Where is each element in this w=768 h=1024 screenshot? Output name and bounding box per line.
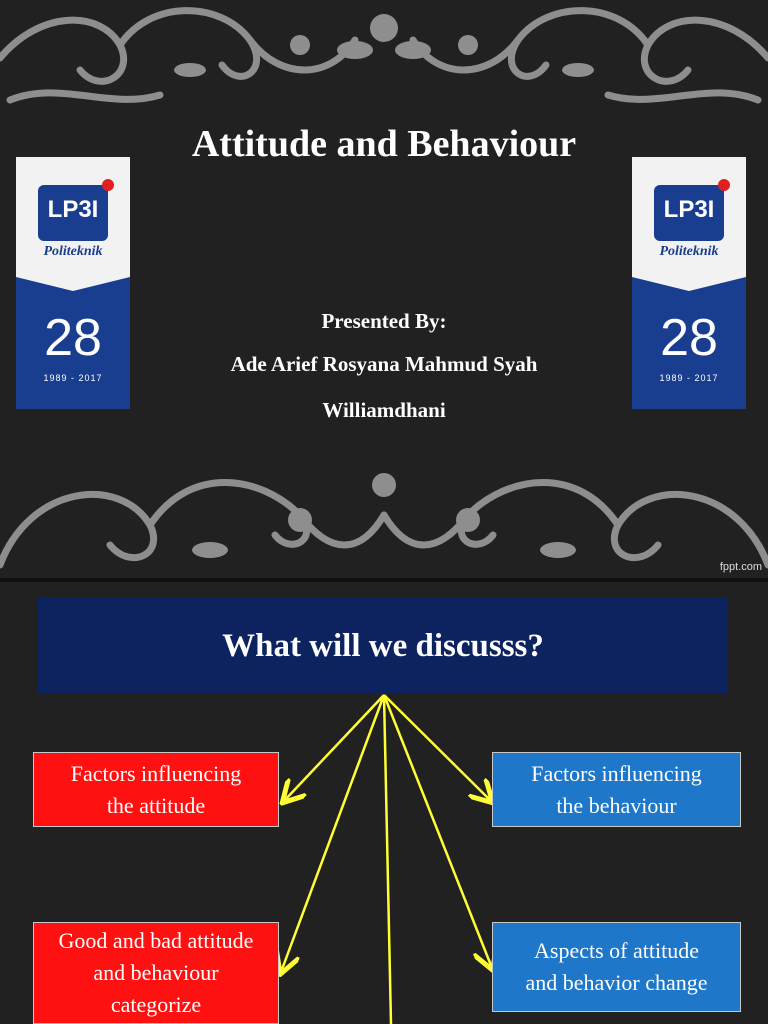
topic-box-2: Factors influencing the behaviour [492,752,741,827]
arrow-to-topic-2 [384,695,491,801]
arrow-to-topic-1 [284,695,384,801]
topic-box-4: Aspects of attitude and behavior change [492,922,741,1012]
slide-title: Attitude and Behaviour [191,123,577,165]
arrow-to-topic-4 [384,695,492,968]
topic-box-3: Good and bad attitude and behaviour categorize [33,922,279,1024]
presenter-name-2: Williamdhani [322,398,446,422]
arrow-to-topic-3 [281,695,384,972]
logo-right-brand: LP3I [663,196,715,223]
ornament-bottom [0,455,768,578]
heading-text: What will we discusss? [222,627,544,664]
logo-right-anniversary: 28 [660,309,718,367]
topic-box-1: Factors influencing the attitude [33,752,279,827]
logo-left-span: 1989 - 2017 [43,373,103,383]
agenda-slide [0,582,768,1024]
logo-left-sub: Politeknik [43,244,103,259]
ornament-top [0,0,768,115]
logo-right-sub: Politeknik [659,244,719,259]
presenter-name-1: Ade Arief Rosyana Mahmud Syah [230,352,538,376]
presented-by-label: Presented By: [321,309,447,333]
logo-right-span: 1989 - 2017 [659,373,719,383]
fppt-watermark: fppt.com [719,561,762,573]
logo-left-anniversary: 28 [44,309,102,367]
arrow-down [384,695,391,1024]
logo-left-brand: LP3I [47,196,99,223]
